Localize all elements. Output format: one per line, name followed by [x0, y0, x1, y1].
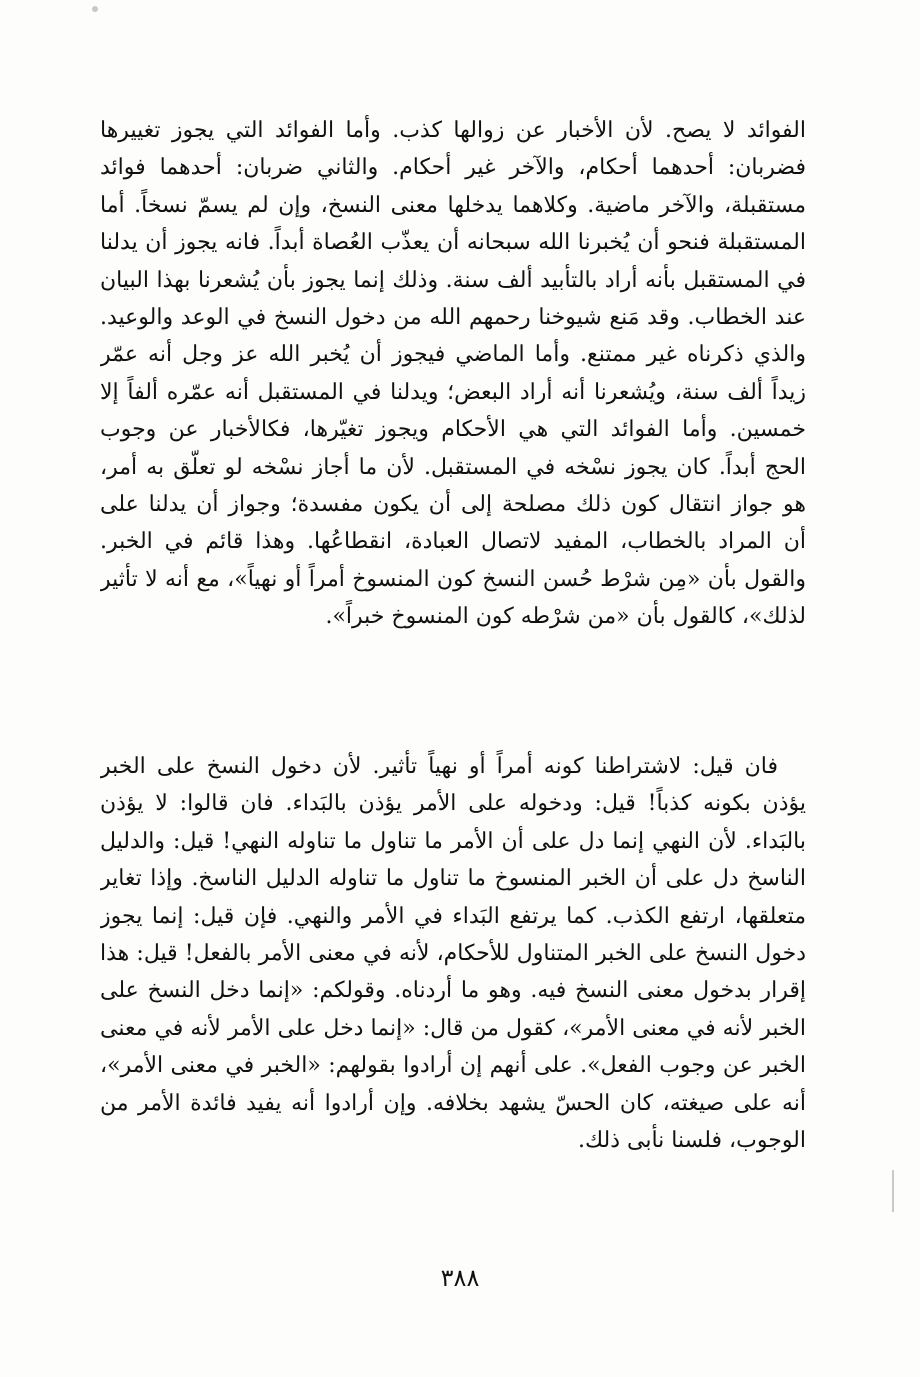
text-line: بالبَداء. لأن النهي إنما دل على أن الأمر ما تناول ما تناوله النهي! قيل: والدليل: [100, 828, 806, 854]
text-line: مستقبلة، والآخر ماضية. وكلاهما يدخلها معنى النسخ، وإن لم يسمّ نسخاً. أما: [100, 192, 806, 218]
text-line: لذلك»، كالقول بأن «من شرْطه كون المنسوخ خبراً».: [325, 604, 806, 630]
text-line: فان قيل: لاشتراطنا كونه أمراً أو نهياً تأثير. لأن دخول النسخ على الخبر: [100, 754, 778, 779]
scan-edge-mark: [892, 1170, 894, 1212]
text-line: إقرار بدخول معنى النسخ فيه. وهو ما أردناه. وقولكم: «إنما دخل النسخ على: [100, 978, 806, 1004]
scan-speck: [92, 6, 98, 12]
text-line: خمسين. وأما الفوائد التي هي الأحكام ويجوز تغيّرها، فكالأخبار عن وجوب: [100, 417, 806, 443]
text-line: الخبر عن وجوب الفعل». على أنهم إن أرادوا بقولهم: «الخبر في معنى الأمر»،: [100, 1053, 806, 1079]
paragraph-2: [100, 748, 806, 1159]
text-line: الوجوب، فلسنا نأبى ذلك.: [577, 1127, 806, 1153]
text-line: المستقبلة فنحو أن يُخبرنا الله سبحانه أن يعذّب العُصاة أبداً. فانه يجوز أن يدلنا: [100, 230, 806, 256]
text-line: الفوائد لا يصح. لأن الأخبار عن زوالها كذب. وأما الفوائد التي يجوز تغييرها: [100, 118, 806, 143]
page-number: ٣٨٨: [440, 1264, 480, 1292]
text-line: هو جواز انتقال كون ذلك مصلحة إلى أن يكون مفسدة؛ وجواز أن يدلنا على: [100, 491, 806, 517]
text-line: متعلقها، ارتفع الكذب. كما يرتفع البَداء في الأمر والنهي. فإن قيل: إنما يجوز: [100, 903, 806, 929]
text-line: والذي ذكرناه غير ممتنع. وأما الماضي فيجوز أن يُخبر الله عز وجل أنه عمّر: [100, 342, 806, 368]
text-line: والقول بأن «مِن شرْط حُسن النسخ كون المنسوخ أمراً أو نهياً»، مع أنه لا تأثير: [100, 566, 806, 592]
text-line: زيداً ألف سنة، ويُشعرنا أنه أراد البعض؛ ويدلنا في المستقبل أنه عمّره ألفاً إلا: [100, 379, 806, 405]
text-line: أن المراد بالخطاب، المفيد لاتصال العبادة، انقطاعُها. وهذا قائم في الخبر.: [100, 529, 806, 555]
text-line: دخول النسخ على الخبر المتناول للأحكام، لأنه في معنى الأمر بالفعل! قيل: هذا: [100, 940, 806, 966]
text-line: في المستقبل بأنه أراد بالتأبيد ألف سنة. وذلك إنما يجوز بأن يُشعرنا بهذا البيان: [100, 267, 806, 293]
text-line: الناسخ دل على أن الخبر المنسوخ ما تناول ما تناوله الدليل الناسخ. وإذا تغاير: [100, 866, 806, 892]
text-line: أنه على صيغته، كان الحسّ يشهد بخلافه. وإن أرادوا أنه يفيد فائدة الأمر من: [100, 1090, 806, 1116]
paragraph-1: [100, 112, 806, 635]
text-line: الخبر لأنه في معنى الأمر»، كقول من قال: «إنما دخل على الأمر لأنه في معنى: [100, 1015, 806, 1041]
text-line: عند الخطاب. وقد مَنع شيوخنا رحمهم الله من دخول النسخ في الوعد والوعيد.: [100, 304, 806, 330]
text-line: فضربان: أحدهما أحكام، والآخر غير أحكام. والثاني ضربان: أحدهما فوائد: [100, 155, 806, 181]
text-line: الحج أبداً. كان يجوز نسْخه في المستقبل. لأن ما أجاز نسْخه لو تعلّق به أمر،: [100, 454, 806, 480]
text-line: يؤذن بكونه كذباً! قيل: ودخوله على الأمر يؤذن بالبَداء. فان قالوا: لا يؤذن: [100, 791, 806, 817]
